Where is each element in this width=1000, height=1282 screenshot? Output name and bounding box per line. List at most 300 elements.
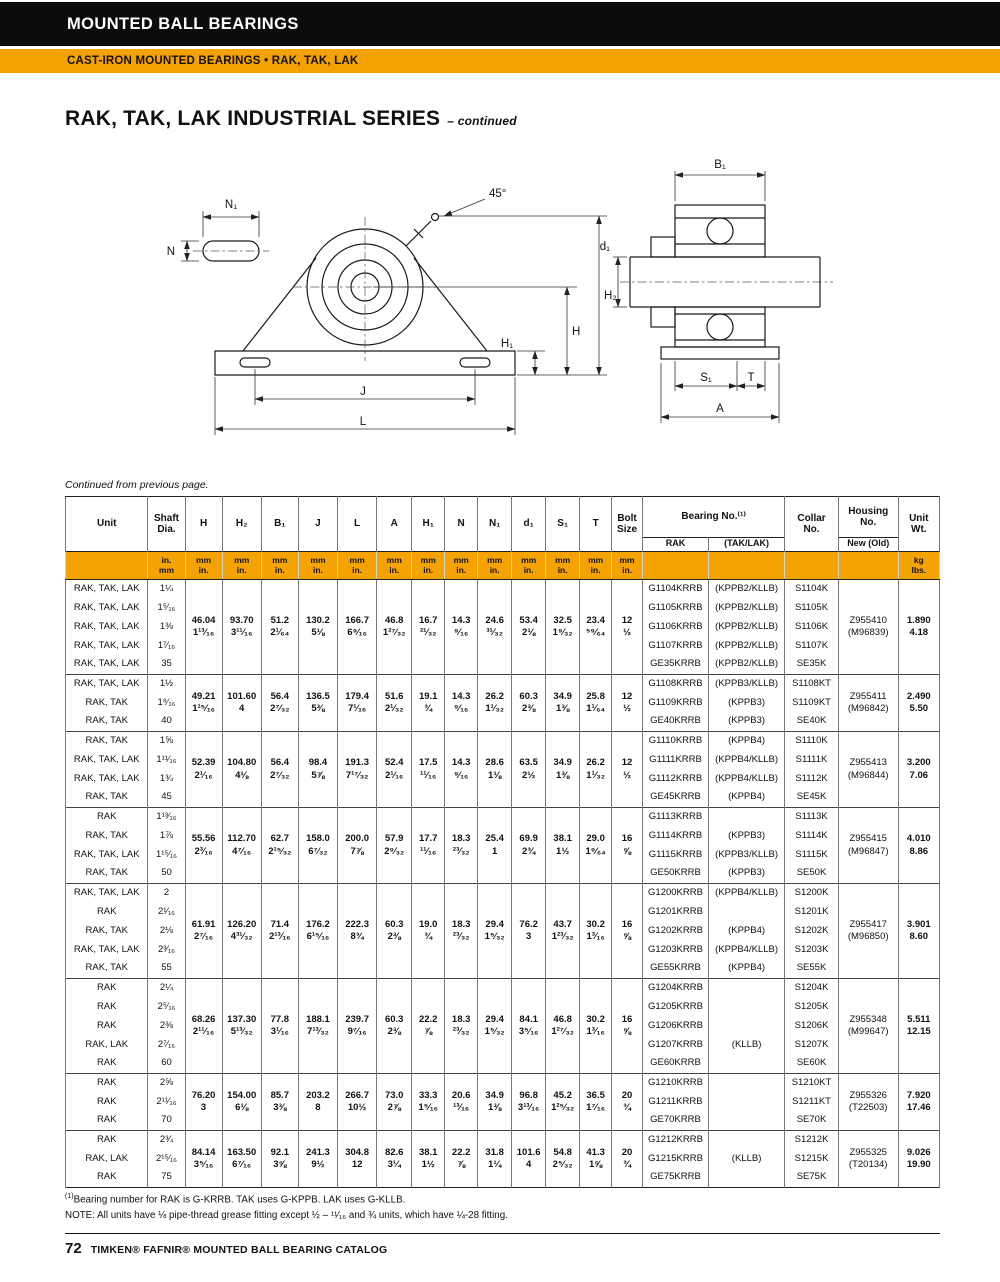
size-group bbox=[66, 1131, 940, 1188]
units-dim-S₁: mm in. bbox=[546, 552, 580, 580]
dim-value-cell: 38.1 1½ bbox=[412, 1131, 445, 1188]
dim-value-cell: 26.2 1¹⁄₃₂ bbox=[580, 732, 612, 808]
technical-drawings bbox=[65, 137, 940, 477]
shaft-dia-cell: 2³⁄₁₆ bbox=[148, 941, 185, 960]
collar-no-cell: S1108KT bbox=[785, 675, 839, 694]
spec-row bbox=[66, 979, 940, 998]
bearing-rak-cell: G1210KRRB bbox=[643, 1074, 709, 1093]
shaft-dia-cell: 55 bbox=[148, 960, 185, 979]
col-header-unit: Unit bbox=[66, 497, 148, 552]
dim-value-cell: 34.9 1⅜ bbox=[546, 732, 580, 808]
shaft-dia-cell: 60 bbox=[148, 1055, 185, 1074]
collar-no-cell: S1104K bbox=[785, 580, 839, 599]
sub-banner bbox=[0, 49, 1000, 73]
dim-label-t: T bbox=[747, 372, 755, 384]
bolt-size-cell: 16 ⅝ bbox=[612, 808, 643, 884]
col-header-dim-d₁: d₁ bbox=[512, 497, 546, 552]
col-header-taklak: (TAK/LAK) bbox=[708, 538, 784, 552]
bolt-size-cell: 16 ⅝ bbox=[612, 979, 643, 1074]
collar-no-cell: S1215K bbox=[785, 1150, 839, 1169]
dim-value-cell: 54.8 2⁵⁄₃₂ bbox=[546, 1131, 580, 1188]
dim-value-cell: 56.4 2⁷⁄₃₂ bbox=[261, 732, 298, 808]
dim-value-cell: 14.3 ⁹⁄₁₆ bbox=[445, 732, 478, 808]
dim-value-cell: 130.2 5⅛ bbox=[298, 580, 337, 675]
dim-value-cell: 84.14 3⁵⁄₁₆ bbox=[185, 1131, 222, 1188]
shaft-dia-cell: 2⅜ bbox=[148, 1017, 185, 1036]
collar-no-cell: SE50K bbox=[785, 865, 839, 884]
unit-cell: RAK, TAK, LAK bbox=[66, 770, 148, 789]
bearing-taklak-cell bbox=[708, 903, 784, 922]
unit-cell: RAK, TAK bbox=[66, 960, 148, 979]
dim-value-cell: 46.8 1²⁷⁄₃₂ bbox=[377, 580, 412, 675]
dim-value-cell: 101.60 4 bbox=[222, 675, 261, 732]
bearing-rak-cell: G1203KRRB bbox=[643, 941, 709, 960]
unit-cell: RAK, TAK bbox=[66, 922, 148, 941]
dim-label-l: L bbox=[359, 416, 367, 428]
housing-no-cell: Z955417 (M96850) bbox=[838, 884, 898, 979]
dim-value-cell: 154.00 6⅛ bbox=[222, 1074, 261, 1131]
dim-value-cell: 28.6 1⅛ bbox=[478, 732, 512, 808]
spec-row bbox=[66, 1074, 940, 1093]
units-wt: kg lbs. bbox=[898, 552, 939, 580]
shaft-dia-cell: 75 bbox=[148, 1169, 185, 1188]
units-dim-A: mm in. bbox=[377, 552, 412, 580]
col-header-dim-H₂: H₂ bbox=[222, 497, 261, 552]
bolt-size-cell: 12 ½ bbox=[612, 580, 643, 675]
shaft-dia-cell: 35 bbox=[148, 656, 185, 675]
dim-value-cell: 22.2 ⅞ bbox=[412, 979, 445, 1074]
bearing-rak-cell: G1113KRRB bbox=[643, 808, 709, 827]
dim-value-cell: 57.9 2⁹⁄₃₂ bbox=[377, 808, 412, 884]
shaft-dia-cell: 2¹⁵⁄₁₆ bbox=[148, 1150, 185, 1169]
bearing-taklak-cell: (KPPB3) bbox=[708, 713, 784, 732]
unit-cell: RAK, TAK bbox=[66, 732, 148, 751]
bearing-rak-cell: G1206KRRB bbox=[643, 1017, 709, 1036]
dim-value-cell: 20.6 ¹³⁄₁₆ bbox=[445, 1074, 478, 1131]
collar-no-cell: S1106K bbox=[785, 618, 839, 637]
dim-value-cell: 43.7 1²³⁄₃₂ bbox=[546, 884, 580, 979]
units-dim-L: mm in. bbox=[338, 552, 377, 580]
bearing-taklak-cell bbox=[708, 1093, 784, 1112]
unit-cell: RAK, TAK, LAK bbox=[66, 941, 148, 960]
col-header-dim-A: A bbox=[377, 497, 412, 552]
unit-cell: RAK bbox=[66, 1017, 148, 1036]
dim-value-cell: 17.7 ¹¹⁄₁₆ bbox=[412, 808, 445, 884]
shaft-dia-cell: 1⅜ bbox=[148, 618, 185, 637]
shaft-dia-cell: 1⁹⁄₁₆ bbox=[148, 694, 185, 713]
dim-value-cell: 49.21 1¹⁵⁄₁₆ bbox=[185, 675, 222, 732]
units-collar bbox=[785, 552, 839, 580]
unit-wt-cell: 2.490 5.50 bbox=[898, 675, 939, 732]
dim-value-cell: 266.7 10½ bbox=[338, 1074, 377, 1131]
dim-value-cell: 222.3 8¾ bbox=[338, 884, 377, 979]
dim-value-cell: 60.3 2⅜ bbox=[377, 884, 412, 979]
shaft-dia-cell: 1¹³⁄₁₆ bbox=[148, 808, 185, 827]
shaft-dia-cell: 50 bbox=[148, 865, 185, 884]
collar-no-cell: S1206K bbox=[785, 1017, 839, 1036]
spec-table-head bbox=[66, 497, 940, 580]
size-group bbox=[66, 979, 940, 1074]
bearing-rak-cell: G1115KRRB bbox=[643, 846, 709, 865]
dim-value-cell: 45.2 1²⁵⁄₃₂ bbox=[546, 1074, 580, 1131]
units-row bbox=[66, 552, 940, 580]
collar-no-cell: SE60K bbox=[785, 1055, 839, 1074]
dim-value-cell: 200.0 7⅞ bbox=[338, 808, 377, 884]
dim-value-cell: 76.2 3 bbox=[512, 884, 546, 979]
bearing-taklak-cell: (KPPB4/KLLB) bbox=[708, 884, 784, 903]
bearing-taklak-cell bbox=[708, 1055, 784, 1074]
dim-value-cell: 55.56 2³⁄₁₆ bbox=[185, 808, 222, 884]
col-header-unit-wt: Unit Wt. bbox=[898, 497, 939, 552]
dim-value-cell: 34.9 1⅜ bbox=[478, 1074, 512, 1131]
dim-label-a: A bbox=[716, 403, 724, 415]
bearing-taklak-cell bbox=[708, 1074, 784, 1093]
unit-cell: RAK bbox=[66, 1055, 148, 1074]
spec-table bbox=[65, 496, 940, 1188]
units-unit bbox=[66, 552, 148, 580]
page-title-suffix: – continued bbox=[447, 114, 517, 128]
dim-value-cell: 60.3 2⅜ bbox=[377, 979, 412, 1074]
dim-value-cell: 101.6 4 bbox=[512, 1131, 546, 1188]
bearing-rak-cell: GE55KRRB bbox=[643, 960, 709, 979]
dim-value-cell: 36.5 1⁷⁄₁₆ bbox=[580, 1074, 612, 1131]
shaft-dia-cell: 70 bbox=[148, 1112, 185, 1131]
spec-row bbox=[66, 1131, 940, 1150]
shaft-dia-cell: 1⅝ bbox=[148, 732, 185, 751]
unit-wt-cell: 1.890 4.18 bbox=[898, 580, 939, 675]
shaft-dia-cell: 40 bbox=[148, 713, 185, 732]
dim-value-cell: 53.4 2⅛ bbox=[512, 580, 546, 675]
collar-no-cell: S1202K bbox=[785, 922, 839, 941]
page-footer bbox=[65, 1233, 940, 1257]
col-header-dim-H: H bbox=[185, 497, 222, 552]
units-dim-B₁: mm in. bbox=[261, 552, 298, 580]
dim-value-cell: 179.4 7¹⁄₁₆ bbox=[338, 675, 377, 732]
bearing-taklak-cell bbox=[708, 1131, 784, 1150]
shaft-dia-cell: 2¹¹⁄₁₆ bbox=[148, 1093, 185, 1112]
page-title-main: RAK, TAK, LAK INDUSTRIAL SERIES bbox=[65, 107, 441, 130]
sub-banner-title: CAST-IRON MOUNTED BEARINGS • RAK, TAK, LAK bbox=[67, 55, 359, 67]
dim-value-cell: 19.1 ¾ bbox=[412, 675, 445, 732]
bearing-rak-cell: G1107KRRB bbox=[643, 637, 709, 656]
bearing-rak-cell: G1111KRRB bbox=[643, 751, 709, 770]
dim-value-cell: 61.91 2⁷⁄₁₆ bbox=[185, 884, 222, 979]
dim-value-cell: 188.1 7¹³⁄₃₂ bbox=[298, 979, 337, 1074]
dim-value-cell: 126.20 4³¹⁄₃₂ bbox=[222, 884, 261, 979]
bearing-rak-cell: G1204KRRB bbox=[643, 979, 709, 998]
bearing-taklak-cell bbox=[708, 998, 784, 1017]
unit-cell: RAK, TAK bbox=[66, 865, 148, 884]
dim-value-cell: 304.8 12 bbox=[338, 1131, 377, 1188]
collar-no-cell: S1105K bbox=[785, 599, 839, 618]
collar-no-cell: S1207K bbox=[785, 1036, 839, 1055]
dim-value-cell: 84.1 3⁵⁄₁₆ bbox=[512, 979, 546, 1074]
shaft-dia-cell: 2⁵⁄₁₆ bbox=[148, 998, 185, 1017]
unit-cell: RAK bbox=[66, 998, 148, 1017]
unit-cell: RAK bbox=[66, 1074, 148, 1093]
dim-value-cell: 239.7 9⁷⁄₁₆ bbox=[338, 979, 377, 1074]
footnote-grease: NOTE: All units have ⅛ pipe-thread grease fitting except ½ – ¹¹⁄₁₆ and ¾ units, which have ¼-28 fitting. bbox=[65, 1210, 508, 1222]
bearing-rak-cell: G1114KRRB bbox=[643, 827, 709, 846]
top-banner-title: MOUNTED BALL BEARINGS bbox=[67, 14, 299, 33]
housing-no-cell: Z955348 (M99647) bbox=[838, 979, 898, 1074]
dim-value-cell: 85.7 3⅜ bbox=[261, 1074, 298, 1131]
footnote-bearing bbox=[65, 1193, 940, 1205]
dim-value-cell: 137.30 5¹³⁄₃₂ bbox=[222, 979, 261, 1074]
units-dim-J: mm in. bbox=[298, 552, 337, 580]
shaft-dia-cell: 1⅞ bbox=[148, 827, 185, 846]
unit-cell: RAK, LAK bbox=[66, 1150, 148, 1169]
housing-no-cell: Z955325 (T20134) bbox=[838, 1131, 898, 1188]
page-title bbox=[65, 107, 940, 131]
bearing-taklak-cell: (KPPB2/KLLB) bbox=[708, 618, 784, 637]
pillow-block-front-view bbox=[203, 214, 515, 376]
bearing-taklak-cell: (KLLB) bbox=[708, 1150, 784, 1169]
units-dim-H₂: mm in. bbox=[222, 552, 261, 580]
dim-value-cell: 16.7 ²¹⁄₃₂ bbox=[412, 580, 445, 675]
bearing-rak-cell: GE40KRRB bbox=[643, 713, 709, 732]
units-housing bbox=[838, 552, 898, 580]
bolt-size-cell: 20 ¾ bbox=[612, 1074, 643, 1131]
bearing-taklak-cell: (KPPB4) bbox=[708, 789, 784, 808]
dim-value-cell: 52.39 2¹⁄₁₆ bbox=[185, 732, 222, 808]
collar-no-cell: S1113K bbox=[785, 808, 839, 827]
dim-value-cell: 191.3 7¹⁷⁄₃₂ bbox=[338, 732, 377, 808]
collar-no-cell: S1210KT bbox=[785, 1074, 839, 1093]
bearing-taklak-cell bbox=[708, 979, 784, 998]
col-header-housing-no: Housing No. bbox=[838, 497, 898, 538]
collar-no-cell: SE45K bbox=[785, 789, 839, 808]
bearing-taklak-cell: (KLLB) bbox=[708, 1036, 784, 1055]
unit-cell: RAK, TAK bbox=[66, 713, 148, 732]
header-row-top bbox=[66, 497, 940, 538]
dim-value-cell: 19.0 ¾ bbox=[412, 884, 445, 979]
bearing-taklak-cell bbox=[708, 1017, 784, 1036]
collar-no-cell: S1201K bbox=[785, 903, 839, 922]
units-bolt: mm in. bbox=[612, 552, 643, 580]
dim-label-s1: S₁ bbox=[700, 372, 712, 384]
collar-no-cell: S1200K bbox=[785, 884, 839, 903]
unit-cell: RAK, TAK, LAK bbox=[66, 846, 148, 865]
collar-no-cell: SE70K bbox=[785, 1112, 839, 1131]
dim-value-cell: 32.5 1⁹⁄₃₂ bbox=[546, 580, 580, 675]
dim-value-cell: 76.20 3 bbox=[185, 1074, 222, 1131]
bearing-rak-cell: G1104KRRB bbox=[643, 580, 709, 599]
dim-value-cell: 23.4 ⁵⁹⁄₆₄ bbox=[580, 580, 612, 675]
dim-value-cell: 29.0 1⁹⁄₆₄ bbox=[580, 808, 612, 884]
col-header-dim-J: J bbox=[298, 497, 337, 552]
unit-cell: RAK, TAK, LAK bbox=[66, 751, 148, 770]
spec-row bbox=[66, 580, 940, 599]
units-taklak bbox=[708, 552, 784, 580]
spec-row bbox=[66, 808, 940, 827]
shaft-dia-cell: 1⁷⁄₁₆ bbox=[148, 637, 185, 656]
bearing-rak-cell: G1109KRRB bbox=[643, 694, 709, 713]
collar-no-cell: SE55K bbox=[785, 960, 839, 979]
dim-value-cell: 93.70 3¹¹⁄₁₆ bbox=[222, 580, 261, 675]
dim-label-h: H bbox=[572, 326, 581, 338]
bearing-rak-cell: G1106KRRB bbox=[643, 618, 709, 637]
bearing-rak-cell: G1211KRRB bbox=[643, 1093, 709, 1112]
bearing-rak-cell: G1110KRRB bbox=[643, 732, 709, 751]
shaft-dia-cell: 1¹⁵⁄₁₆ bbox=[148, 846, 185, 865]
footnote-superscript: (1) bbox=[65, 1193, 74, 1200]
dim-value-cell: 158.0 6⁷⁄₃₂ bbox=[298, 808, 337, 884]
bearing-taklak-cell: (KPPB3) bbox=[708, 865, 784, 884]
bearing-rak-cell: GE60KRRB bbox=[643, 1055, 709, 1074]
unit-cell: RAK, TAK, LAK bbox=[66, 675, 148, 694]
dim-value-cell: 60.3 2⅜ bbox=[512, 675, 546, 732]
shaft-dia-cell: 1¾ bbox=[148, 770, 185, 789]
dim-value-cell: 41.3 1⅝ bbox=[580, 1131, 612, 1188]
dim-label-n: N bbox=[166, 246, 175, 258]
bearing-rak-cell: G1207KRRB bbox=[643, 1036, 709, 1055]
bearing-taklak-cell: (KPPB3) bbox=[708, 827, 784, 846]
bearing-rak-cell: G1105KRRB bbox=[643, 599, 709, 618]
dim-label-h1: H₁ bbox=[500, 338, 513, 350]
dim-value-cell: 68.26 2¹¹⁄₁₆ bbox=[185, 979, 222, 1074]
dim-value-cell: 92.1 3⅝ bbox=[261, 1131, 298, 1188]
dim-label-angle: 45° bbox=[489, 188, 507, 200]
collar-no-cell: S1115K bbox=[785, 846, 839, 865]
col-header-dim-S₁: S₁ bbox=[546, 497, 580, 552]
dim-value-cell: 24.6 ³¹⁄₃₂ bbox=[478, 580, 512, 675]
dim-value-cell: 62.7 2¹⁵⁄₃₂ bbox=[261, 808, 298, 884]
dim-value-cell: 96.8 3¹³⁄₁₆ bbox=[512, 1074, 546, 1131]
dim-value-cell: 17.5 ¹¹⁄₁₆ bbox=[412, 732, 445, 808]
units-dim-H₁: mm in. bbox=[412, 552, 445, 580]
shaft-dia-cell: 45 bbox=[148, 789, 185, 808]
collar-no-cell: S1212K bbox=[785, 1131, 839, 1150]
collar-no-cell: S1111K bbox=[785, 751, 839, 770]
spec-row bbox=[66, 675, 940, 694]
unit-wt-cell: 5.511 12.15 bbox=[898, 979, 939, 1074]
dim-value-cell: 18.3 ²³⁄₃₂ bbox=[445, 884, 478, 979]
col-header-dim-N₁: N₁ bbox=[478, 497, 512, 552]
dim-value-cell: 176.2 6¹⁵⁄₁₆ bbox=[298, 884, 337, 979]
bearing-rak-cell: GE50KRRB bbox=[643, 865, 709, 884]
bolt-size-cell: 16 ⅝ bbox=[612, 884, 643, 979]
collar-no-cell: SE40K bbox=[785, 713, 839, 732]
collar-no-cell: SE35K bbox=[785, 656, 839, 675]
units-dim-H: mm in. bbox=[185, 552, 222, 580]
unit-cell: RAK, TAK, LAK bbox=[66, 884, 148, 903]
dim-value-cell: 25.4 1 bbox=[478, 808, 512, 884]
units-dim-N: mm in. bbox=[445, 552, 478, 580]
shaft-dia-cell: 2¾ bbox=[148, 1131, 185, 1150]
bearing-rak-cell: G1200KRRB bbox=[643, 884, 709, 903]
dim-value-cell: 18.3 ²³⁄₃₂ bbox=[445, 979, 478, 1074]
shaft-dia-cell: 1¹¹⁄₁₆ bbox=[148, 751, 185, 770]
unit-wt-cell: 9.026 19.90 bbox=[898, 1131, 939, 1188]
bearing-taklak-cell: (KPPB4/KLLB) bbox=[708, 770, 784, 789]
dim-value-cell: 241.3 9½ bbox=[298, 1131, 337, 1188]
col-header-collar-no: Collar No. bbox=[785, 497, 839, 552]
col-header-dim-T: T bbox=[580, 497, 612, 552]
unit-wt-cell: 3.200 7.06 bbox=[898, 732, 939, 808]
dim-value-cell: 73.0 2⅞ bbox=[377, 1074, 412, 1131]
unit-cell: RAK, TAK, LAK bbox=[66, 637, 148, 656]
dim-value-cell: 52.4 2¹⁄₁₆ bbox=[377, 732, 412, 808]
collar-no-cell: S1114K bbox=[785, 827, 839, 846]
unit-cell: RAK bbox=[66, 1169, 148, 1188]
collar-no-cell: S1110K bbox=[785, 732, 839, 751]
bearing-taklak-cell: (KPPB4/KLLB) bbox=[708, 941, 784, 960]
dim-value-cell: 56.4 2⁷⁄₃₂ bbox=[261, 675, 298, 732]
dim-value-cell: 77.8 3¹⁄₁₆ bbox=[261, 979, 298, 1074]
shaft-dia-cell: 2⅛ bbox=[148, 922, 185, 941]
unit-wt-cell: 7.920 17.46 bbox=[898, 1074, 939, 1131]
bearing-taklak-cell bbox=[708, 1169, 784, 1188]
bearing-taklak-cell: (KPPB2/KLLB) bbox=[708, 637, 784, 656]
shaft-dia-cell: 2¹⁄₁₆ bbox=[148, 903, 185, 922]
dim-value-cell: 14.3 ⁹⁄₁₆ bbox=[445, 580, 478, 675]
bearing-rak-cell: G1112KRRB bbox=[643, 770, 709, 789]
dim-label-d1: d₁ bbox=[599, 241, 610, 253]
dim-value-cell: 38.1 1½ bbox=[546, 808, 580, 884]
dim-value-cell: 112.70 4⁷⁄₁₆ bbox=[222, 808, 261, 884]
shaft-dia-cell: 1⁵⁄₁₆ bbox=[148, 599, 185, 618]
collar-no-cell: S1211KT bbox=[785, 1093, 839, 1112]
bearing-taklak-cell: (KPPB4/KLLB) bbox=[708, 751, 784, 770]
collar-no-cell: SE75K bbox=[785, 1169, 839, 1188]
size-group bbox=[66, 675, 940, 732]
footer-title: TIMKEN® FAFNIR® MOUNTED BALL BEARING CATALOG bbox=[90, 1244, 388, 1257]
bearing-taklak-cell: (KPPB2/KLLB) bbox=[708, 580, 784, 599]
unit-cell: RAK, TAK, LAK bbox=[66, 656, 148, 675]
dim-value-cell: 63.5 2½ bbox=[512, 732, 546, 808]
col-header-dim-N: N bbox=[445, 497, 478, 552]
shaft-dia-cell: 1¼ bbox=[148, 580, 185, 599]
housing-no-cell: Z955411 (M96842) bbox=[838, 675, 898, 732]
bearing-rak-cell: G1215KRRB bbox=[643, 1150, 709, 1169]
units-dim-d₁: mm in. bbox=[512, 552, 546, 580]
bearing-taklak-cell: (KPPB3/KLLB) bbox=[708, 675, 784, 694]
bearing-rak-cell: G1212KRRB bbox=[643, 1131, 709, 1150]
bearing-rak-cell: GE75KRRB bbox=[643, 1169, 709, 1188]
bearing-taklak-cell: (KPPB2/KLLB) bbox=[708, 656, 784, 675]
dim-value-cell: 22.2 ⅞ bbox=[445, 1131, 478, 1188]
housing-no-cell: Z955415 (M96847) bbox=[838, 808, 898, 884]
units-rak bbox=[643, 552, 709, 580]
units-shaft: in. mm bbox=[148, 552, 185, 580]
col-header-dim-H₁: H₁ bbox=[412, 497, 445, 552]
shaft-dia-cell: 2¼ bbox=[148, 979, 185, 998]
shaft-dia-cell: 1½ bbox=[148, 675, 185, 694]
dim-value-cell: 29.4 1⁵⁄₃₂ bbox=[478, 884, 512, 979]
bearing-rak-cell: G1201KRRB bbox=[643, 903, 709, 922]
bearing-rak-cell: G1202KRRB bbox=[643, 922, 709, 941]
page-number: 72 bbox=[65, 1240, 82, 1258]
bearing-rak-cell: G1205KRRB bbox=[643, 998, 709, 1017]
unit-cell: RAK, TAK bbox=[66, 694, 148, 713]
units-dim-T: mm in. bbox=[580, 552, 612, 580]
dim-value-cell: 18.3 ²³⁄₃₂ bbox=[445, 808, 478, 884]
dim-value-cell: 34.9 1⅜ bbox=[546, 675, 580, 732]
bearing-taklak-cell: (KPPB4) bbox=[708, 960, 784, 979]
dim-value-cell: 82.6 3¼ bbox=[377, 1131, 412, 1188]
unit-cell: RAK, TAK bbox=[66, 789, 148, 808]
collar-no-cell: S1203K bbox=[785, 941, 839, 960]
bearing-taklak-cell: (KPPB3/KLLB) bbox=[708, 846, 784, 865]
dim-value-cell: 104.80 4⅛ bbox=[222, 732, 261, 808]
dim-value-cell: 26.2 1¹⁄₃₂ bbox=[478, 675, 512, 732]
dim-value-cell: 46.04 1¹³⁄₁₆ bbox=[185, 580, 222, 675]
dim-value-cell: 69.9 2¾ bbox=[512, 808, 546, 884]
bolt-size-cell: 12 ½ bbox=[612, 675, 643, 732]
size-group bbox=[66, 808, 940, 884]
bearing-taklak-cell bbox=[708, 808, 784, 827]
